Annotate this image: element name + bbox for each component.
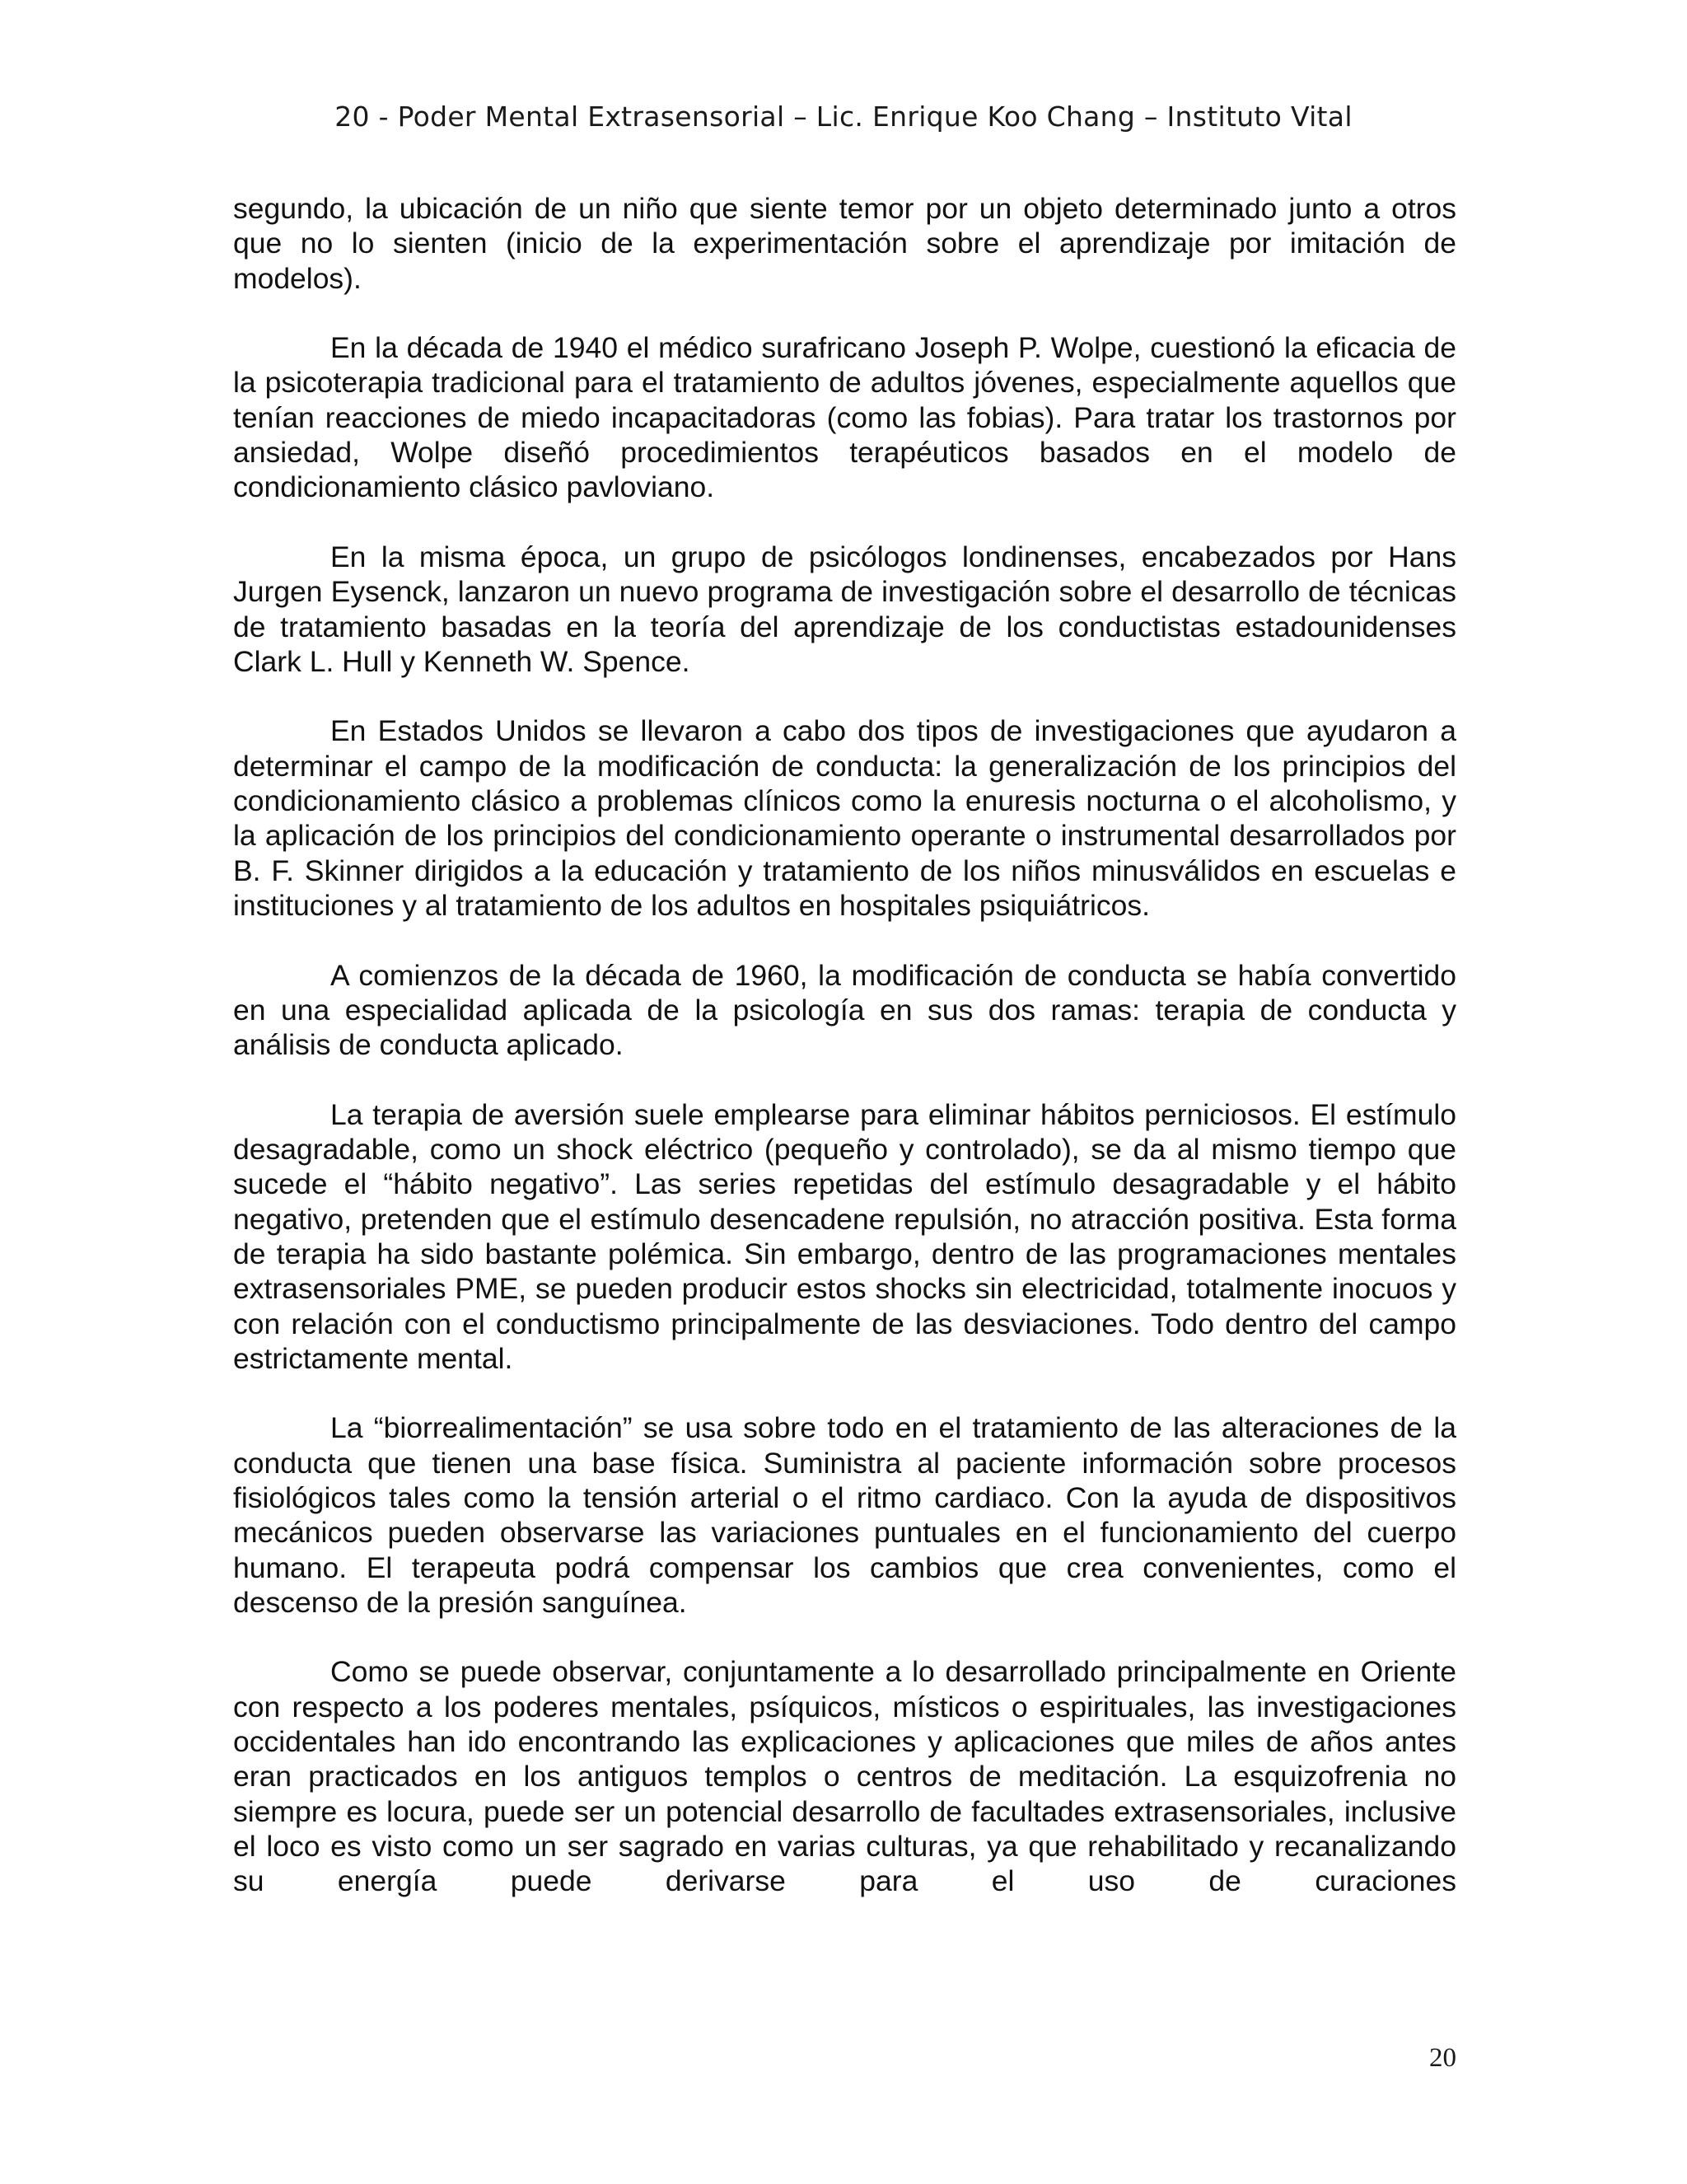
paragraph-decada-1960: A comienzos de la década de 1960, la modificación de conducta se había convertido en una especialidad aplicada de la psicología en sus dos ramas: terapia de conducta y análisis de conducta aplicado. xyxy=(233,958,1456,1062)
paragraph-conclusion: Como se puede observar, conjuntamente a lo desarrollado principalmente en Oriente con respecto a los poderes mentales, psíquicos, místicos o espirituales, las investigaciones occidentales han ido encontrando las explicaciones y aplicaciones que miles de años antes eran practicados en los antiguos templos o centros de meditación. La esquizofrenia no siempre es locura, puede ser un potencial desarrollo de facultades extrasensoriales, inclusive el loco es visto como un ser sagrado en varias culturas, ya que rehabilitado y recanalizando su energía puede derivarse para el uso de curaciones xyxy=(233,1655,1456,1898)
paragraph-eysenck: En la misma época, un grupo de psicólogos londinenses, encabezados por Hans Jurgen Eysenck, lanzaron un nuevo programa de investigación sobre el desarrollo de técnicas de tratamiento basadas en la teoría del aprendizaje de los conductistas estadounidenses Clark L. Hull y Kenneth W. Spence. xyxy=(233,540,1456,678)
body-text xyxy=(233,191,1456,1899)
paragraph-biorrealimentacion: La “biorrealimentación” se usa sobre todo en el tratamiento de las alteraciones de la conducta que tienen una base física. Suministra al paciente información sobre procesos fisiológicos tales como la tensión arterial o el ritmo cardiaco. Con la ayuda de dispositivos mecánicos pueden observarse las variaciones puntuales en el funcionamiento del cuerpo humano. El terapeuta podrá compensar los cambios que crea convenientes, como el descenso de la presión sanguínea. xyxy=(233,1411,1456,1619)
running-header: 20 - Poder Mental Extrasensorial – Lic. Enrique Koo Chang – Instituto Vital xyxy=(334,101,1353,133)
paragraph-continuation: segundo, la ubicación de un niño que siente temor por un objeto determinado junto a otros que no lo sienten (inicio de la experimentación sobre el aprendizaje por imitación de modelos). xyxy=(233,192,1456,295)
paragraph-terapia-aversion: La terapia de aversión suele emplearse para eliminar hábitos perniciosos. El estímulo desagradable, como un shock eléctrico (pequeño y controlado), se da al mismo tiempo que sucede el “hábito negativo”. Las series repetidas del estímulo desagradable y el hábito negativo, pretenden que el estímulo desencadene repulsión, no atracción positiva. Esta forma de terapia ha sido bastante polémica. Sin embargo, dentro de las programaciones mentales extrasensoriales PME, se pueden producir estos shocks sin electricidad, totalmente inocuos y con relación con el conductismo principalmente de las desviaciones. Todo dentro del campo estrictamente mental. xyxy=(233,1097,1456,1375)
page-number: 20 xyxy=(1429,2043,1456,2073)
paragraph-estados-unidos: En Estados Unidos se llevaron a cabo dos tipos de investigaciones que ayudaron a determinar el campo de la modificación de conducta: la generalización de los principios del condicionamiento clásico a problemas clínicos como la enuresis nocturna o el alcoholismo, y la aplicación de los principios del condicionamiento operante o instrumental desarrollados por B. F. Skinner dirigidos a la educación y tratamiento de los niños minusválidos en escuelas e instituciones y al tratamiento de los adultos en hospitales psiquiátricos. xyxy=(233,714,1456,922)
paragraph-wolpe: En la década de 1940 el médico surafricano Joseph P. Wolpe, cuestionó la eficacia de la psicoterapia tradicional para el tratamiento de adultos jóvenes, especialmente aquellos que tenían reacciones de miedo incapacitadoras (como las fobias). Para tratar los trastornos por ansiedad, Wolpe diseñó procedimientos terapéuticos basados en el modelo de condicionamiento clásico pavloviano. xyxy=(233,331,1456,504)
